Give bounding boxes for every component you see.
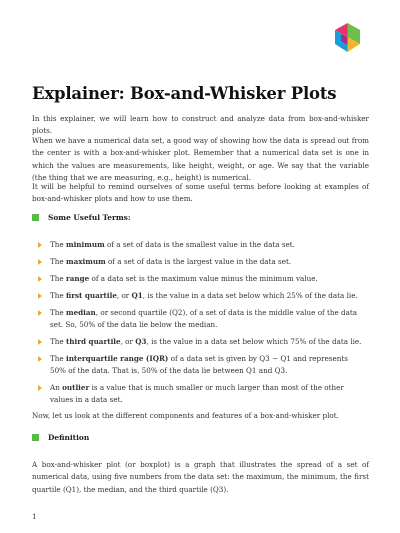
term-connector: , or — [120, 337, 136, 346]
term-prefix: The — [50, 257, 66, 266]
term-list-item — [38, 239, 365, 251]
section-heading-terms — [32, 213, 131, 222]
term-definition: is a value that is much smaller or much larger than most of the other values in a data set. — [50, 383, 344, 405]
page-title: Explainer: Box-and-Whisker Plots — [32, 84, 337, 103]
term-list-item — [38, 290, 365, 302]
page-number: 1 — [32, 512, 37, 521]
intro-paragraph-3: It will be helpful to remind ourselves of some useful terms before looking at examples of box-and-whisker plots and how to use them. — [32, 182, 369, 204]
term-definition: of a data set is given by Q3 − Q1 and represents 50% of the data. That is, 50% of the data lie between Q1 and Q3. — [50, 354, 348, 376]
term-prefix: The — [50, 291, 66, 300]
term-prefix: The — [50, 274, 66, 283]
term-abbreviation: Q1 — [131, 291, 143, 300]
term-name: range — [65, 274, 90, 283]
bullet-arrow-icon — [38, 259, 42, 265]
section-heading-label: Definition — [48, 433, 90, 442]
section-heading-label: Some Useful Terms: — [48, 213, 131, 222]
term-definition: of a data set is the maximum value minus the minimum value. — [89, 274, 318, 283]
term-name: third quartile — [65, 337, 121, 346]
bullet-arrow-icon — [38, 242, 42, 248]
green-square-icon — [32, 434, 39, 441]
term-list-item — [38, 382, 365, 407]
section-heading-definition — [32, 433, 89, 442]
term-list-item — [38, 273, 365, 285]
bullet-arrow-icon — [38, 356, 42, 362]
term-definition: , or second quartile (Q2), of a set of data is the middle value of the data set. So, 50% of the data lie below the median. — [50, 308, 358, 330]
bullet-arrow-icon — [38, 339, 42, 345]
bullet-arrow-icon — [38, 293, 42, 299]
term-abbreviation: Q3 — [135, 337, 147, 346]
term-name: first quartile — [65, 291, 117, 300]
bullet-arrow-icon — [38, 310, 42, 316]
term-prefix: The — [50, 308, 66, 317]
term-list-item — [38, 353, 365, 378]
term-name: interquartile range (IQR) — [65, 354, 169, 363]
intro-paragraph-2: When we have a numerical data set, a good way of showing how the data is spread out from the center is with a box-and-whisker plot. Remember that a numerical data set is one in which the values are measurements, like height, weight, or age. We say that the variable (the thing that we are measuring, e.g., height) is numerical. — [32, 136, 369, 183]
term-definition: of a set of data is the smallest value in the data set. — [104, 240, 295, 249]
transition-paragraph: Now, let us look at the different components and features of a box-and-whisker plot. — [32, 411, 339, 420]
term-name: outlier — [62, 383, 90, 392]
green-square-icon — [32, 214, 39, 221]
term-name: minimum — [65, 240, 105, 249]
term-list-item — [38, 256, 365, 268]
term-definition: of a set of data is the largest value in the data set. — [105, 257, 292, 266]
term-prefix: The — [50, 354, 66, 363]
nagwa-logo-icon — [335, 23, 360, 52]
term-list-item — [38, 336, 365, 348]
term-list-item — [38, 307, 365, 332]
bullet-arrow-icon — [38, 276, 42, 282]
bullet-arrow-icon — [38, 385, 42, 391]
term-name: maximum — [65, 257, 106, 266]
term-name: median — [65, 308, 96, 317]
term-prefix: The — [50, 337, 66, 346]
term-prefix: An — [50, 383, 63, 392]
term-prefix: The — [50, 240, 66, 249]
term-definition: , is the value in a data set below which 25% of the data lie. — [142, 291, 358, 300]
term-definition: , is the value in a data set below which 75% of the data lie. — [146, 337, 362, 346]
intro-paragraph-1: In this explainer, we will learn how to construct and analyze data from box-and-whisker plots. — [32, 114, 369, 136]
definition-paragraph: A box-and-whisker plot (or boxplot) is a graph that illustrates the spread of a set of numerical data, using five numbers from the data set: the maximum, the minimum, the first quartile (Q1), the median, and the third quartile (Q3). — [32, 460, 369, 494]
term-connector: , or — [116, 291, 132, 300]
